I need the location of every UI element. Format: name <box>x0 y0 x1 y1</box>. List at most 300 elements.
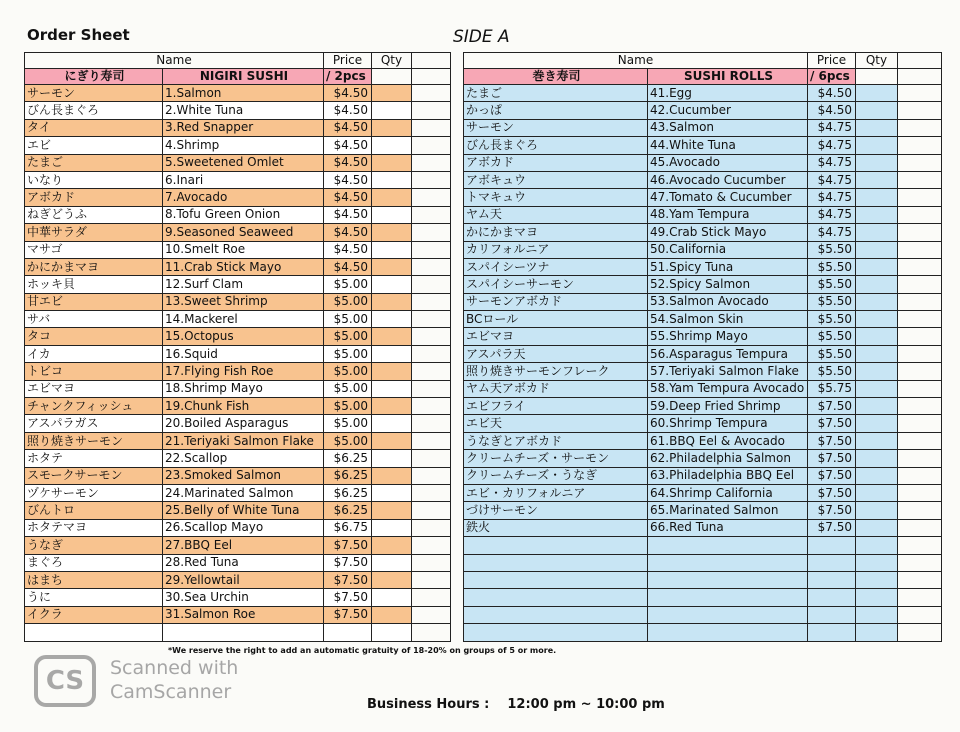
item-en-name: 15.Octopus <box>163 328 324 345</box>
item-jp-name: 照り焼きサーモン <box>25 432 163 449</box>
blank-cell <box>898 293 942 310</box>
table-row <box>464 363 942 380</box>
nigiri-en-heading: NIGIRI SUSHI <box>163 69 324 85</box>
qty-cell[interactable] <box>372 154 412 171</box>
table-row <box>25 484 451 501</box>
table-row <box>25 137 451 154</box>
qty-cell[interactable] <box>372 328 412 345</box>
table-row <box>464 502 942 519</box>
blank-cell <box>412 484 451 501</box>
blank-cell <box>412 137 451 154</box>
gratuity-note: *We reserve the right to add an automatic gratuity of 18-20% on groups of 5 or more. <box>168 646 557 655</box>
name-header: Name <box>25 53 324 69</box>
item-price: $4.50 <box>324 102 372 119</box>
table-row <box>25 224 451 241</box>
item-price: $4.75 <box>808 206 856 223</box>
item-price <box>808 537 856 554</box>
qty-cell[interactable] <box>856 467 898 484</box>
item-en-name: 63.Philadelphia BBQ Eel <box>648 467 808 484</box>
item-price: $7.50 <box>808 484 856 501</box>
qty-header: Qty <box>372 53 412 69</box>
blank-cell <box>898 311 942 328</box>
table-row <box>25 189 451 206</box>
qty-cell[interactable] <box>372 276 412 293</box>
table-row <box>464 345 942 362</box>
blank-cell <box>898 415 942 432</box>
blank-cell <box>898 137 942 154</box>
item-price: $4.50 <box>324 189 372 206</box>
item-en-name: 58.Yam Tempura Avocado <box>648 380 808 397</box>
item-price: $6.25 <box>324 502 372 519</box>
item-price: $5.00 <box>324 328 372 345</box>
item-price: $4.50 <box>324 119 372 136</box>
qty-cell[interactable] <box>372 537 412 554</box>
item-en-name: 44.White Tuna <box>648 137 808 154</box>
item-jp-name: ヅケサーモン <box>25 484 163 501</box>
item-jp-name: いなり <box>25 171 163 188</box>
item-en-name: 10.Smelt Roe <box>163 241 324 258</box>
item-jp-name: 甘エビ <box>25 293 163 310</box>
item-jp-name: タイ <box>25 119 163 136</box>
qty-cell[interactable] <box>856 276 898 293</box>
item-jp-name: 照り焼きサーモンフレーク <box>464 363 648 380</box>
table-row <box>25 467 451 484</box>
item-en-name <box>648 606 808 623</box>
table-row <box>25 241 451 258</box>
qty-cell[interactable] <box>372 137 412 154</box>
item-jp-name: ねぎどうふ <box>25 206 163 223</box>
qty-cell[interactable] <box>372 171 412 188</box>
rolls-jp-heading: 巻き寿司 <box>464 69 648 85</box>
qty-cell[interactable] <box>856 502 898 519</box>
item-en-name: 45.Avocado <box>648 154 808 171</box>
qty-cell[interactable] <box>856 415 898 432</box>
table-row <box>464 171 942 188</box>
table-row <box>464 293 942 310</box>
table-row <box>25 380 451 397</box>
qty-cell[interactable] <box>856 137 898 154</box>
item-jp-name: かにかまマヨ <box>25 258 163 275</box>
blank-cell <box>412 624 451 641</box>
item-en-name: 55.Shrimp Mayo <box>648 328 808 345</box>
item-jp-name: アボキュウ <box>464 171 648 188</box>
item-price: $5.00 <box>324 398 372 415</box>
qty-cell[interactable] <box>856 154 898 171</box>
qty-cell[interactable] <box>372 554 412 571</box>
item-jp-name: トビコ <box>25 363 163 380</box>
qty-cell[interactable] <box>372 380 412 397</box>
item-jp-name: エビ・カリフォルニア <box>464 484 648 501</box>
item-jp-name: BCロール <box>464 311 648 328</box>
item-price: $4.50 <box>324 206 372 223</box>
item-price: $4.50 <box>324 224 372 241</box>
nigiri-unit: / 2pcs <box>324 69 372 85</box>
item-en-name: 65.Marinated Salmon <box>648 502 808 519</box>
item-jp-name: うなぎとアボカド <box>464 432 648 449</box>
item-price: $7.50 <box>324 554 372 571</box>
blank-cell <box>412 293 451 310</box>
item-en-name: 61.BBQ Eel & Avocado <box>648 432 808 449</box>
item-price: $7.50 <box>808 519 856 536</box>
item-jp-name: アボカド <box>464 154 648 171</box>
blank-cell <box>412 102 451 119</box>
table-row <box>25 537 451 554</box>
table-row <box>25 606 451 623</box>
table-row <box>464 241 942 258</box>
table-row <box>464 606 942 623</box>
qty-cell[interactable] <box>856 119 898 136</box>
item-jp-name: かにかまマヨ <box>464 224 648 241</box>
qty-cell[interactable] <box>856 189 898 206</box>
item-jp-name: アスパラ天 <box>464 345 648 362</box>
item-jp-name: まぐろ <box>25 554 163 571</box>
qty-cell[interactable] <box>856 624 898 641</box>
table-row <box>464 85 942 102</box>
qty-cell[interactable] <box>372 484 412 501</box>
table-row <box>464 537 942 554</box>
table-row <box>25 432 451 449</box>
item-en-name: 12.Surf Clam <box>163 276 324 293</box>
blank-cell <box>412 119 451 136</box>
blank-cell <box>898 171 942 188</box>
qty-cell[interactable] <box>372 398 412 415</box>
item-en-name: 31.Salmon Roe <box>163 606 324 623</box>
table-row <box>25 258 451 275</box>
item-en-name: 57.Teriyaki Salmon Flake <box>648 363 808 380</box>
nigiri-jp-heading: にぎり寿司 <box>25 69 163 85</box>
qty-cell[interactable] <box>856 206 898 223</box>
item-jp-name: サバ <box>25 311 163 328</box>
item-jp-name: エビマヨ <box>25 380 163 397</box>
item-en-name: 14.Mackerel <box>163 311 324 328</box>
qty-cell[interactable] <box>856 363 898 380</box>
table-row <box>25 171 451 188</box>
item-en-name: 30.Sea Urchin <box>163 589 324 606</box>
qty-cell[interactable] <box>856 537 898 554</box>
item-price: $5.50 <box>808 241 856 258</box>
item-price: $7.50 <box>808 415 856 432</box>
item-jp-name: ホタテマヨ <box>25 519 163 536</box>
item-price: $6.25 <box>324 484 372 501</box>
qty-cell[interactable] <box>372 206 412 223</box>
item-en-name <box>648 554 808 571</box>
item-en-name: 9.Seasoned Seaweed <box>163 224 324 241</box>
item-jp-name: ホッキ貝 <box>25 276 163 293</box>
item-jp-name: たまご <box>464 85 648 102</box>
blank-cell <box>898 189 942 206</box>
item-en-name: 43.Salmon <box>648 119 808 136</box>
item-jp-name: はまち <box>25 571 163 588</box>
item-price: $7.50 <box>808 432 856 449</box>
item-en-name: 11.Crab Stick Mayo <box>163 258 324 275</box>
qty-cell[interactable] <box>856 85 898 102</box>
table-row <box>25 102 451 119</box>
blank-cell <box>898 224 942 241</box>
qty-cell[interactable] <box>372 293 412 310</box>
qty-cell[interactable] <box>372 589 412 606</box>
qty-cell[interactable] <box>856 102 898 119</box>
blank-cell <box>898 258 942 275</box>
qty-cell[interactable] <box>372 450 412 467</box>
item-price: $5.00 <box>324 415 372 432</box>
item-en-name: 18.Shrimp Mayo <box>163 380 324 397</box>
item-en-name: 56.Asparagus Tempura <box>648 345 808 362</box>
nigiri-heading-blank <box>412 69 451 85</box>
item-jp-name: エビ <box>25 137 163 154</box>
item-price: $5.00 <box>324 311 372 328</box>
qty-cell[interactable] <box>856 171 898 188</box>
item-en-name: 60.Shrimp Tempura <box>648 415 808 432</box>
watermark-line-1: Scanned with <box>110 657 239 679</box>
qty-cell[interactable] <box>372 311 412 328</box>
table-row <box>25 571 451 588</box>
item-en-name <box>648 571 808 588</box>
blank-cell <box>898 571 942 588</box>
rolls-en-heading: SUSHI ROLLS <box>648 69 808 85</box>
item-price: $5.75 <box>808 380 856 397</box>
qty-cell[interactable] <box>856 589 898 606</box>
blank-cell <box>412 502 451 519</box>
blank-cell <box>412 519 451 536</box>
item-en-name: 21.Teriyaki Salmon Flake <box>163 432 324 449</box>
qty-cell[interactable] <box>856 380 898 397</box>
item-jp-name: アボカド <box>25 189 163 206</box>
qty-cell[interactable] <box>856 345 898 362</box>
item-price: $4.75 <box>808 154 856 171</box>
item-jp-name: うに <box>25 589 163 606</box>
item-price: $7.50 <box>324 589 372 606</box>
item-jp-name: イカ <box>25 345 163 362</box>
blank-cell <box>412 345 451 362</box>
item-jp-name: サーモン <box>25 85 163 102</box>
blank-cell <box>412 571 451 588</box>
blank-cell <box>898 85 942 102</box>
price-header: Price <box>324 53 372 69</box>
item-jp-name <box>464 571 648 588</box>
item-price: $5.50 <box>808 345 856 362</box>
table-row <box>464 224 942 241</box>
table-row <box>25 154 451 171</box>
qty-cell[interactable] <box>856 432 898 449</box>
page-title: Order Sheet <box>27 26 130 44</box>
item-price: $7.50 <box>808 450 856 467</box>
table-row <box>25 624 451 641</box>
qty-cell[interactable] <box>856 519 898 536</box>
item-en-name: 3.Red Snapper <box>163 119 324 136</box>
table-row <box>464 311 942 328</box>
item-en-name: 47.Tomato & Cucumber <box>648 189 808 206</box>
item-en-name: 4.Shrimp <box>163 137 324 154</box>
blank-cell <box>898 589 942 606</box>
qty-cell[interactable] <box>856 293 898 310</box>
table-row <box>464 119 942 136</box>
qty-cell[interactable] <box>856 484 898 501</box>
nigiri-table <box>24 52 451 642</box>
qty-cell[interactable] <box>372 571 412 588</box>
qty-cell[interactable] <box>372 432 412 449</box>
item-price: $7.50 <box>324 537 372 554</box>
watermark-line-2: CamScanner <box>110 681 232 703</box>
item-en-name <box>163 624 324 641</box>
item-price: $7.50 <box>324 571 372 588</box>
item-price: $5.50 <box>808 293 856 310</box>
blank-cell <box>898 606 942 623</box>
item-jp-name: 中華サラダ <box>25 224 163 241</box>
rolls-heading-blank <box>898 69 942 85</box>
table-row <box>25 328 451 345</box>
item-price: $7.50 <box>808 502 856 519</box>
item-jp-name: びん長まぐろ <box>464 137 648 154</box>
qty-cell[interactable] <box>856 606 898 623</box>
table-row <box>25 502 451 519</box>
qty-cell[interactable] <box>372 102 412 119</box>
item-price: $5.00 <box>324 432 372 449</box>
qty-cell[interactable] <box>856 554 898 571</box>
table-row <box>464 380 942 397</box>
table-row <box>25 206 451 223</box>
item-en-name <box>648 537 808 554</box>
item-jp-name: マサゴ <box>25 241 163 258</box>
item-jp-name: クリームチーズ・サーモン <box>464 450 648 467</box>
table-row <box>464 137 942 154</box>
item-price: $6.75 <box>324 519 372 536</box>
qty-cell[interactable] <box>372 119 412 136</box>
qty-cell[interactable] <box>856 571 898 588</box>
item-jp-name: びんトロ <box>25 502 163 519</box>
item-en-name: 8.Tofu Green Onion <box>163 206 324 223</box>
blank-cell <box>898 119 942 136</box>
side-label: SIDE A <box>453 27 510 47</box>
qty-cell[interactable] <box>372 241 412 258</box>
qty-cell[interactable] <box>372 502 412 519</box>
item-en-name: 7.Avocado <box>163 189 324 206</box>
qty-cell[interactable] <box>372 85 412 102</box>
qty-cell[interactable] <box>856 311 898 328</box>
item-en-name: 5.Sweetened Omlet <box>163 154 324 171</box>
item-price <box>808 571 856 588</box>
qty-cell[interactable] <box>372 189 412 206</box>
qty-cell[interactable] <box>372 415 412 432</box>
blank-cell <box>898 554 942 571</box>
item-jp-name: ヤム天 <box>464 206 648 223</box>
table-row <box>464 154 942 171</box>
item-jp-name <box>464 554 648 571</box>
blank-cell <box>412 363 451 380</box>
qty-cell[interactable] <box>856 224 898 241</box>
item-en-name: 6.Inari <box>163 171 324 188</box>
item-en-name: 1.Salmon <box>163 85 324 102</box>
item-jp-name <box>25 624 163 641</box>
blank-cell <box>898 363 942 380</box>
blank-cell <box>898 467 942 484</box>
qty-cell[interactable] <box>372 363 412 380</box>
table-row <box>464 206 942 223</box>
item-en-name: 13.Sweet Shrimp <box>163 293 324 310</box>
rolls-table <box>463 52 942 642</box>
item-en-name <box>648 624 808 641</box>
blank-cell <box>412 258 451 275</box>
qty-cell[interactable] <box>856 258 898 275</box>
item-price <box>324 624 372 641</box>
item-jp-name: サーモンアボカド <box>464 293 648 310</box>
item-jp-name: トマキュウ <box>464 189 648 206</box>
rolls-unit: / 6pcs <box>808 69 856 85</box>
item-price: $5.00 <box>324 363 372 380</box>
item-price: $4.50 <box>324 258 372 275</box>
table-row <box>464 484 942 501</box>
qty-cell[interactable] <box>372 467 412 484</box>
item-en-name: 48.Yam Tempura <box>648 206 808 223</box>
item-price: $4.50 <box>808 102 856 119</box>
qty-cell[interactable] <box>372 624 412 641</box>
qty-cell[interactable] <box>856 241 898 258</box>
blank-cell <box>898 537 942 554</box>
item-en-name: 2.White Tuna <box>163 102 324 119</box>
item-en-name: 50.California <box>648 241 808 258</box>
item-jp-name: アスパラガス <box>25 415 163 432</box>
item-price <box>808 624 856 641</box>
item-en-name: 42.Cucumber <box>648 102 808 119</box>
item-price: $4.50 <box>324 171 372 188</box>
item-price: $4.50 <box>324 241 372 258</box>
item-jp-name: クリームチーズ・うなぎ <box>464 467 648 484</box>
blank-cell <box>412 554 451 571</box>
item-price: $7.50 <box>808 398 856 415</box>
table-row <box>25 398 451 415</box>
blank-cell <box>898 276 942 293</box>
item-jp-name: サーモン <box>464 119 648 136</box>
blank-header <box>898 53 942 69</box>
table-row <box>25 293 451 310</box>
item-jp-name: スモークサーモン <box>25 467 163 484</box>
business-hours-value: 12:00 pm ~ 10:00 pm <box>507 697 665 712</box>
blank-cell <box>898 380 942 397</box>
qty-cell[interactable] <box>856 328 898 345</box>
item-jp-name: カリフォルニア <box>464 241 648 258</box>
item-price: $4.75 <box>808 224 856 241</box>
table-row <box>25 276 451 293</box>
item-jp-name: ヤム天アボカド <box>464 380 648 397</box>
table-row <box>25 119 451 136</box>
item-jp-name: ホタテ <box>25 450 163 467</box>
qty-cell[interactable] <box>372 345 412 362</box>
blank-cell <box>412 311 451 328</box>
qty-cell[interactable] <box>856 398 898 415</box>
item-en-name: 46.Avocado Cucumber <box>648 171 808 188</box>
qty-cell[interactable] <box>856 450 898 467</box>
table-row <box>464 432 942 449</box>
item-en-name: 27.BBQ Eel <box>163 537 324 554</box>
qty-cell[interactable] <box>372 224 412 241</box>
qty-cell[interactable] <box>372 258 412 275</box>
business-hours-label: Business Hours : <box>367 697 490 712</box>
item-price <box>808 606 856 623</box>
blank-cell <box>412 328 451 345</box>
blank-cell <box>898 241 942 258</box>
table-row <box>25 415 451 432</box>
blank-cell <box>898 502 942 519</box>
table-row <box>464 328 942 345</box>
item-jp-name: イクラ <box>25 606 163 623</box>
qty-cell[interactable] <box>372 606 412 623</box>
table-row <box>25 85 451 102</box>
qty-cell[interactable] <box>372 519 412 536</box>
item-price: $5.50 <box>808 258 856 275</box>
item-price: $5.50 <box>808 328 856 345</box>
item-en-name: 24.Marinated Salmon <box>163 484 324 501</box>
qty-header: Qty <box>856 53 898 69</box>
item-en-name: 51.Spicy Tuna <box>648 258 808 275</box>
